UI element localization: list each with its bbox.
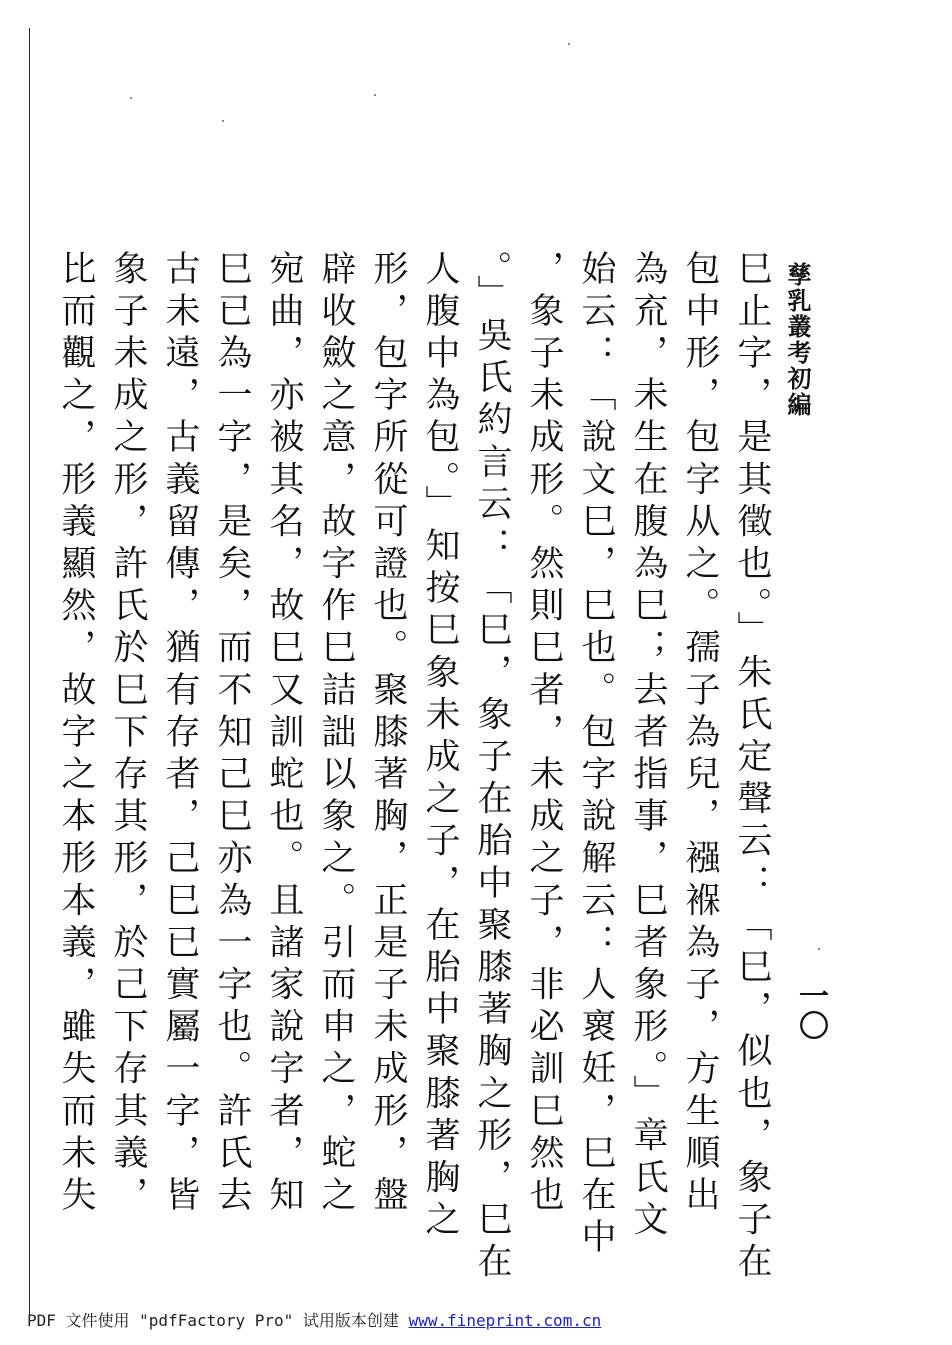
scan-speck	[568, 43, 570, 45]
text-column-13: 象子未成之形，許氏於巳下存其形，於己下存其義，	[108, 250, 148, 1219]
text-column-12: 古未遠，古義留傳，猶有存者，己巳已實屬一字，皆	[160, 250, 200, 1219]
text-column-7: 人腹中為包。」知按巳象未成之子，在胎中聚膝著胸之	[420, 250, 460, 1243]
text-column-3: 為㐬，未生在腹為巳；去者指事，巳者象形。」章氏文	[628, 250, 668, 1243]
text-column-11: 巳已為一字，是矣，而不知己巳亦為一字也。許氏去	[212, 250, 252, 1219]
book-title: 孳乳叢考初編	[783, 262, 812, 418]
left-margin-rule	[29, 28, 30, 1318]
text-column-4: 始云：「說文巳，巳也。包字說解云：人褱妊，巳在中	[576, 250, 616, 1261]
footer-link[interactable]: www.fineprint.com.cn	[408, 1311, 602, 1330]
footer-text: PDF 文件使用 "pdfFactory Pro" 试用版本创建	[27, 1311, 409, 1330]
scan-speck	[222, 120, 224, 122]
scan-speck	[374, 94, 376, 96]
text-column-10: 宛曲，亦被其名，故巳又訓蛇也。且諸家說字者，知	[264, 250, 304, 1219]
scan-speck	[818, 948, 820, 950]
text-column-9: 辟收斂之意，故字作巳詰詘以象之。引而申之，蛇之	[316, 250, 356, 1219]
text-column-14: 比而觀之，形義顯然，故字之本形本義，雖失而未失	[56, 250, 96, 1219]
pdf-footer	[27, 1308, 601, 1331]
text-column-5: ，象子未成形。然則巳者，未成之子，非必訓巳然也	[524, 250, 564, 1219]
text-column-6: 。」吳氏約言云：「巳，象子在胎中聚膝著胸之形，巳在	[472, 250, 512, 1285]
text-column-2: 包中形，包字从之。孺子為兒，襁褓為子，方生順出	[680, 250, 720, 1219]
scan-speck	[130, 97, 132, 99]
text-column-1: 巳止字，是其徵也。」朱氏定聲云：「巳，似也，象子在	[732, 250, 772, 1285]
page-number: 一〇	[793, 980, 828, 1040]
text-column-8: 形，包字所從可證也。聚膝著胸，正是子未成形，盤	[368, 250, 408, 1219]
